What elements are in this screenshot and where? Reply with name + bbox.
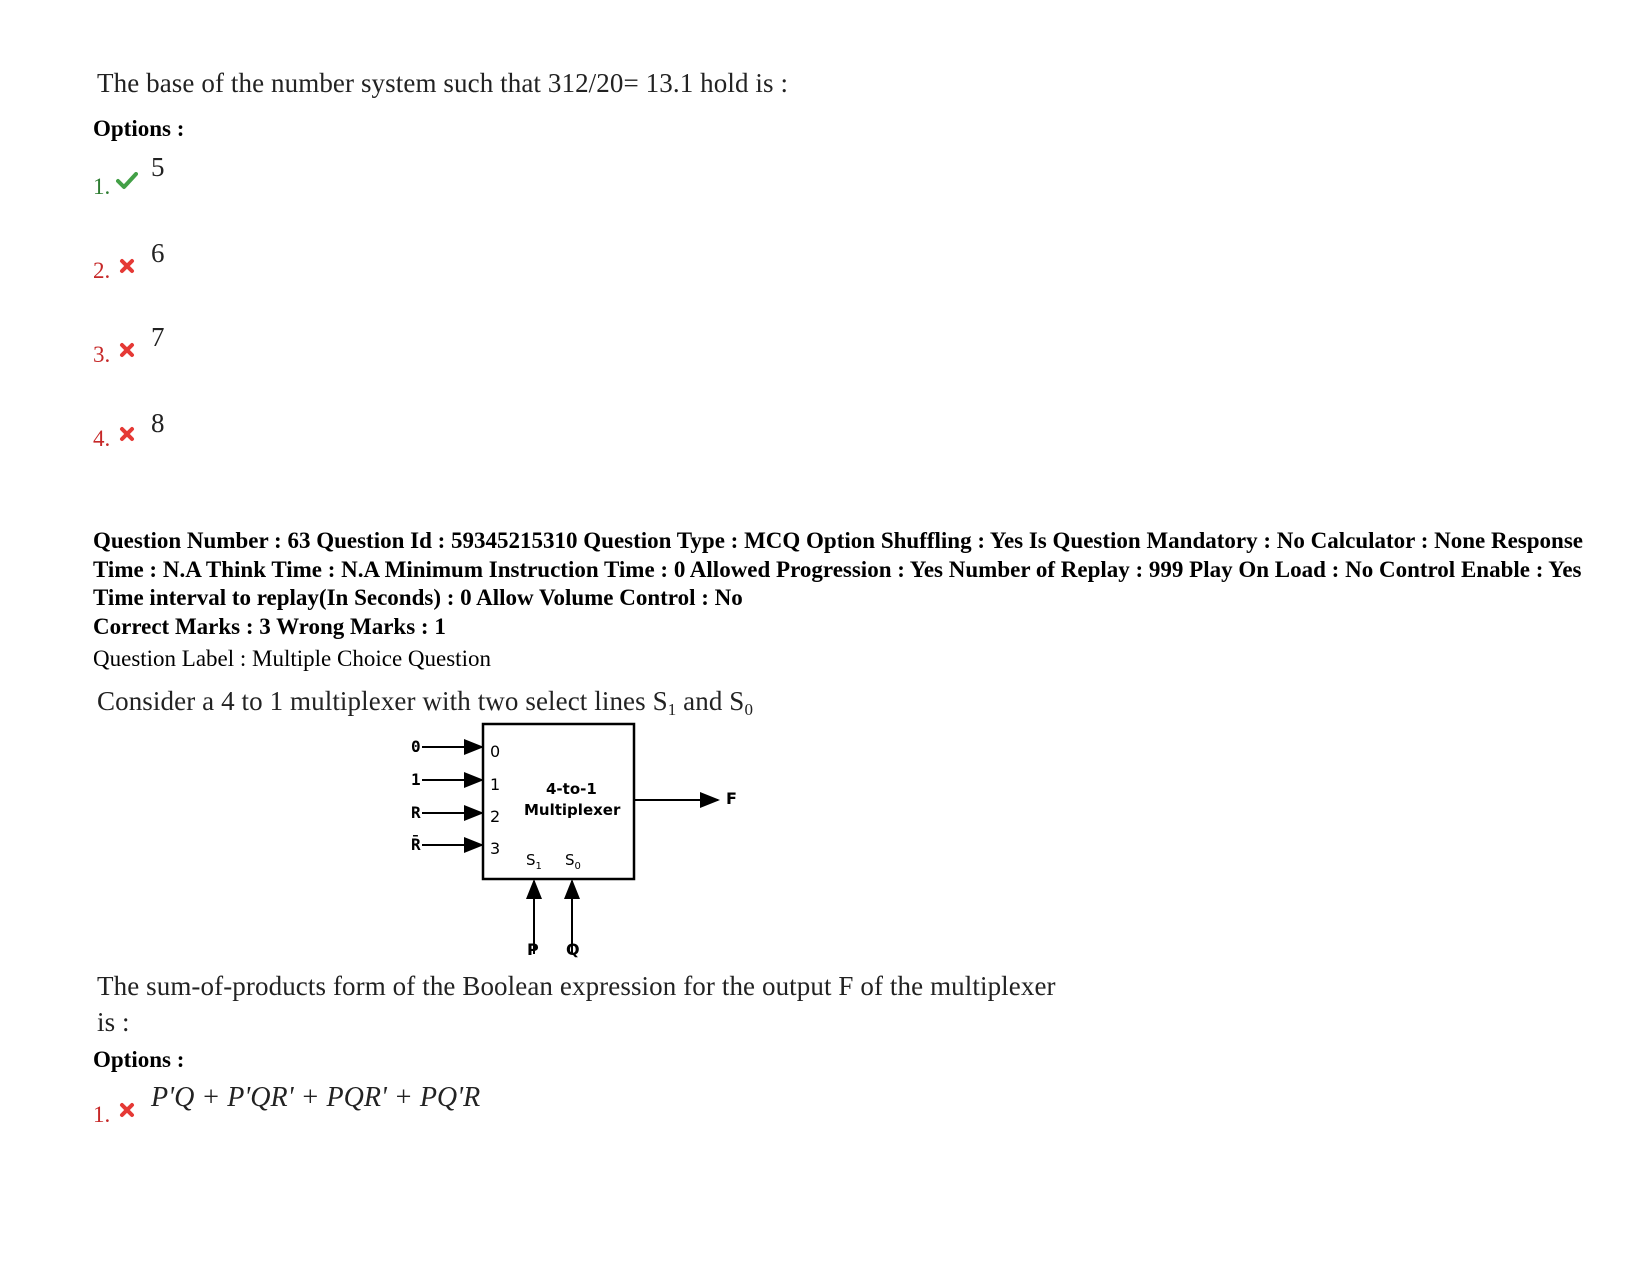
question-text: The base of the number system such that 312/20= 13.1 hold is : <box>97 68 789 98</box>
option-value: P'Q + P'QR' + PQR' + PQ'R <box>151 1082 481 1113</box>
question-text-line2: is : <box>97 1007 130 1037</box>
option-3[interactable] <box>93 322 293 382</box>
input-label-0: 0 <box>411 737 421 756</box>
question-intro: Consider a 4 to 1 multiplexer with two select lines $S_1$ and $S_0$ <box>97 686 754 719</box>
question-metadata: Question Number : 63 Question Id : 59345215310 Question Type : MCQ Option Shuffling : Yes Is Question Mandatory : No Calculator : None Response Time : N.A Think Time : N.A Minimum Instruction Time : 0 Allowed Progression : Yes Number of Replay : 999 Play On Load : No Control Enable : Yes Time interval to replay(In Seconds) : 0 Allow Volume Control : No <box>93 528 1583 610</box>
option-value: 5 <box>151 152 165 182</box>
option-value: 6 <box>151 238 165 268</box>
cross-icon <box>119 258 135 274</box>
option-value: 7 <box>151 322 165 352</box>
input-label-2: R <box>411 803 421 822</box>
check-icon <box>116 172 138 190</box>
question-label: Question Label : Multiple Choice Question <box>93 646 491 671</box>
select-label-s0: $S_0$ <box>565 851 581 872</box>
option-number: 1. <box>93 1102 111 1127</box>
cross-icon <box>119 342 135 358</box>
option-number: 4. <box>93 426 111 451</box>
select-input-q: Q <box>566 940 580 959</box>
option-1[interactable] <box>93 150 293 210</box>
cross-icon <box>119 426 135 442</box>
select-input-p: P <box>527 940 539 959</box>
pin-label-1: 1 <box>490 775 501 794</box>
option-2[interactable] <box>93 238 293 298</box>
input-label-3: R̄ <box>411 835 421 854</box>
output-label-f: F <box>726 789 737 808</box>
pin-label-3: 3 <box>490 839 501 858</box>
options-title: Options : <box>93 116 185 141</box>
input-label-1: 1 <box>411 770 421 789</box>
options-title: Options : <box>93 1047 185 1072</box>
option-1[interactable] <box>93 1078 593 1138</box>
cross-icon <box>119 1102 135 1118</box>
option-value: 8 <box>151 408 165 438</box>
multiplexer-diagram <box>400 718 760 968</box>
select-label-s1: $S_1$ <box>526 851 542 872</box>
marks-info: Correct Marks : 3 Wrong Marks : 1 <box>93 614 446 639</box>
option-4[interactable] <box>93 406 293 466</box>
pin-label-2: 2 <box>490 807 501 826</box>
pin-label-0: 0 <box>490 742 501 761</box>
option-number: 1. <box>93 174 111 199</box>
mux-title-line1: 4-to-1 <box>546 780 597 798</box>
question-text-line1: The sum-of-products form of the Boolean expression for the output F of the multiplexer <box>97 971 1056 1001</box>
option-number: 3. <box>93 342 111 367</box>
mux-title-line2: Multiplexer <box>524 801 621 819</box>
option-number: 2. <box>93 258 111 283</box>
